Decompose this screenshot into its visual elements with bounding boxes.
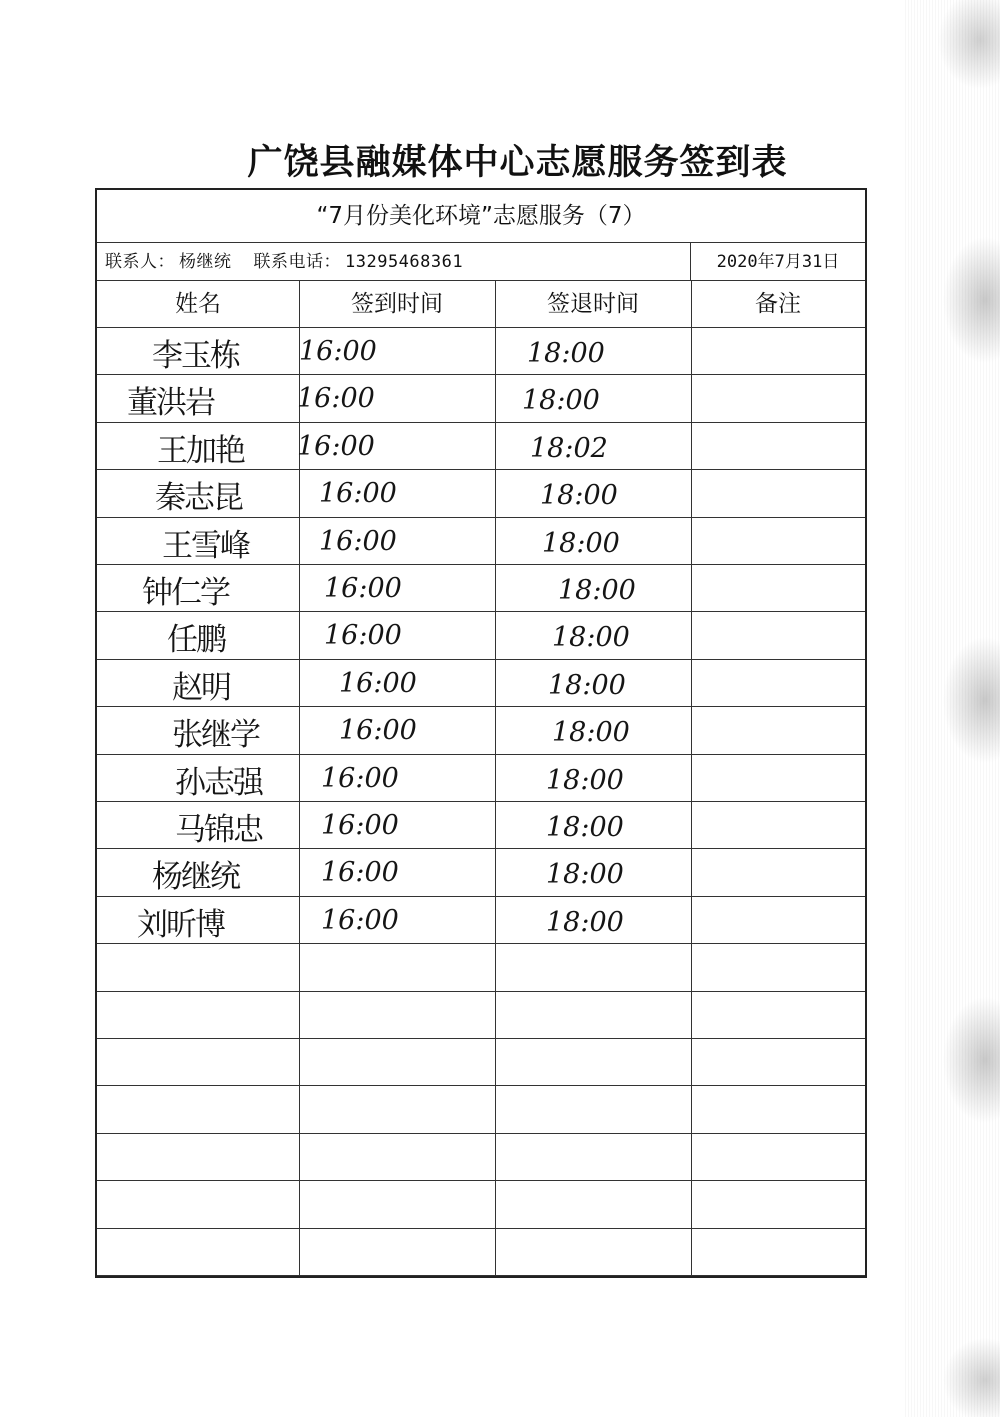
header-name: 姓名 bbox=[175, 291, 221, 317]
contact-phone-label: 联系电话： bbox=[253, 252, 341, 272]
signature-name: 任鹏 bbox=[167, 622, 225, 659]
sign-in-time: 16:00 bbox=[339, 667, 417, 699]
sign-in-time: 16:00 bbox=[319, 478, 397, 510]
signature-name: 孙志强 bbox=[175, 764, 262, 801]
sign-in-time: 16:00 bbox=[321, 810, 399, 841]
table-row bbox=[97, 328, 865, 375]
signature-name: 李玉栋 bbox=[152, 338, 239, 374]
contact-row bbox=[97, 243, 865, 281]
signature-name: 董洪岩 bbox=[127, 385, 214, 422]
sign-out-time: 18:00 bbox=[546, 906, 624, 938]
signature-name: 马锦忠 bbox=[175, 812, 262, 848]
table-row bbox=[97, 944, 865, 991]
table-row bbox=[97, 660, 865, 707]
signature-name: 秦志昆 bbox=[155, 480, 242, 517]
table-row bbox=[97, 518, 865, 565]
event-banner: “7月份美化环境”志愿服务（7） bbox=[97, 190, 865, 243]
contact-person-label: 联系人： bbox=[105, 252, 175, 272]
table-row bbox=[97, 565, 865, 612]
table-row bbox=[97, 897, 865, 944]
table-row bbox=[97, 1229, 865, 1276]
table-row bbox=[97, 1181, 865, 1228]
table-row bbox=[97, 1134, 865, 1181]
sign-in-time: 16:00 bbox=[324, 620, 402, 652]
signature-name: 张继学 bbox=[172, 717, 259, 754]
scan-edge-noise bbox=[905, 0, 1000, 1417]
sheet-date: 2020年7月31日 bbox=[690, 243, 865, 280]
sign-out-time: 18:00 bbox=[522, 385, 600, 417]
table-row bbox=[97, 755, 865, 802]
sign-in-time: 16:00 bbox=[299, 336, 377, 367]
contact-info bbox=[105, 243, 467, 281]
table-row bbox=[97, 1039, 865, 1086]
table-row bbox=[97, 470, 865, 517]
sign-out-time: 18:00 bbox=[558, 575, 636, 606]
sign-in-time: 16:00 bbox=[297, 430, 375, 462]
sign-in-time: 16:00 bbox=[324, 573, 402, 604]
attendance-table bbox=[97, 281, 865, 1276]
header-sign-out: 签退时间 bbox=[547, 291, 639, 317]
signature-name: 赵明 bbox=[172, 669, 230, 706]
sign-out-time: 18:00 bbox=[552, 717, 630, 749]
table-row bbox=[97, 423, 865, 470]
sign-out-time: 18:00 bbox=[548, 669, 626, 701]
sign-out-time: 18:02 bbox=[530, 432, 608, 464]
signature-name: 王雪峰 bbox=[162, 527, 249, 564]
table-row bbox=[97, 612, 865, 659]
sign-in-sheet bbox=[95, 188, 867, 1278]
sign-out-time: 18:00 bbox=[546, 812, 624, 843]
contact-phone: 13295468361 bbox=[345, 252, 464, 272]
sign-out-time: 18:00 bbox=[540, 480, 618, 512]
signature-name: 钟仁学 bbox=[142, 575, 229, 611]
signature-name: 杨继统 bbox=[152, 859, 239, 896]
contact-person: 杨继统 bbox=[179, 252, 232, 272]
sign-in-time: 16:00 bbox=[297, 383, 375, 415]
sign-out-time: 18:00 bbox=[552, 622, 630, 654]
sign-in-time: 16:00 bbox=[339, 715, 417, 747]
table-row bbox=[97, 802, 865, 849]
header-note: 备注 bbox=[755, 291, 801, 317]
table-row bbox=[97, 1086, 865, 1133]
signature-name: 刘昕博 bbox=[137, 906, 224, 943]
sign-in-time: 16:00 bbox=[321, 904, 399, 936]
sign-in-time: 16:00 bbox=[321, 762, 399, 794]
table-row bbox=[97, 375, 865, 422]
table-header bbox=[97, 281, 865, 328]
sign-in-time: 16:00 bbox=[319, 525, 397, 557]
table-row bbox=[97, 849, 865, 896]
table-row bbox=[97, 707, 865, 754]
sign-out-time: 18:00 bbox=[527, 338, 605, 369]
sign-in-time: 16:00 bbox=[321, 857, 399, 889]
document-title: 广饶县融媒体中心志愿服务签到表 bbox=[247, 143, 788, 183]
sign-out-time: 18:00 bbox=[542, 527, 620, 559]
sign-out-time: 18:00 bbox=[546, 764, 624, 796]
header-sign-in: 签到时间 bbox=[351, 291, 443, 317]
signature-name: 王加艳 bbox=[157, 432, 244, 469]
table-row bbox=[97, 992, 865, 1039]
sign-out-time: 18:00 bbox=[546, 859, 624, 891]
